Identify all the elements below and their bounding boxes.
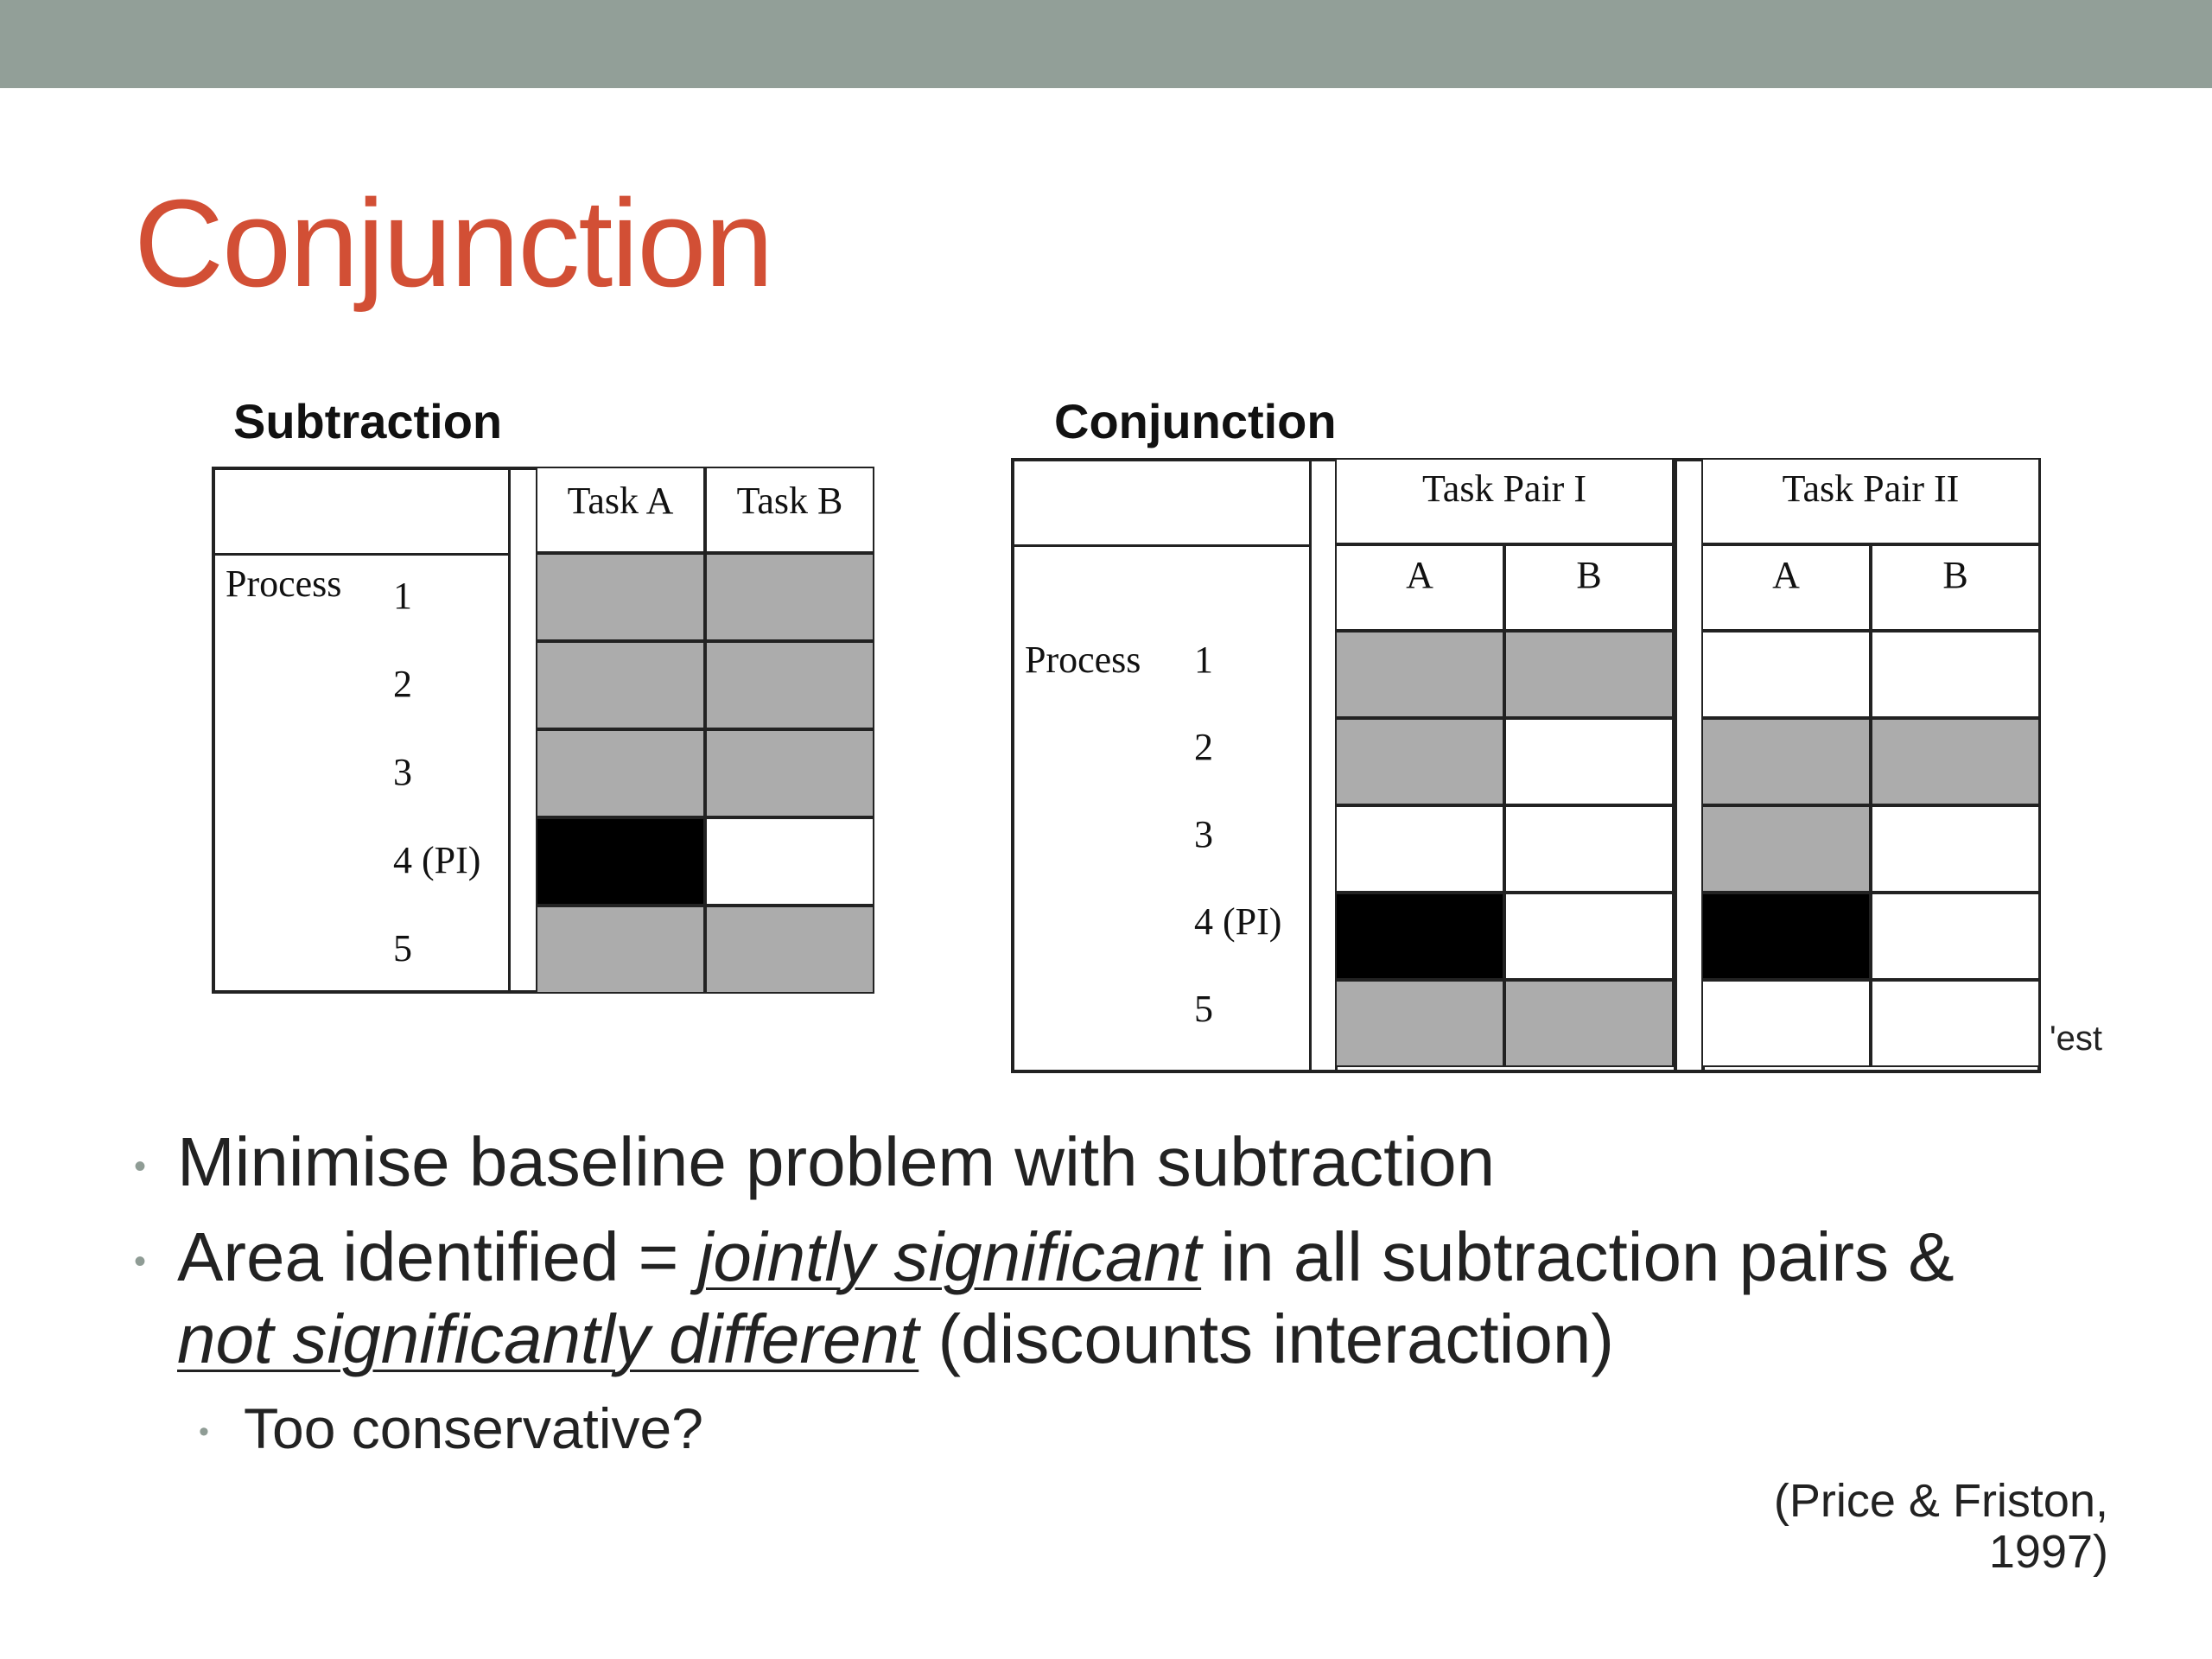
subtraction-row-label: 2 [393,663,412,705]
subtraction-cell-gray [536,641,705,729]
conjunction-cell-black [1701,893,1871,980]
conjunction-cell-gray [1701,805,1871,893]
subtraction-cell-gray [705,729,874,817]
subtraction-row-label: 5 [393,927,412,969]
conjunction-cell-white [1871,805,2040,893]
subtraction-col-header-label: Task A [567,480,674,522]
subtraction-process-label: Process [226,563,342,605]
conjunction-cell-black [1335,893,1504,980]
subtraction-cell-gray [705,906,874,994]
conjunction-row-label: 1 [1194,639,1213,681]
bullet-2-text: (discounts interaction) [918,1300,1615,1377]
conjunction-cell-white [1335,805,1504,893]
conjunction-cell-gray [1335,631,1504,718]
bullet-1: Minimise baseline problem with subtraction [177,1123,1496,1200]
subtraction-caption: Subtraction [233,394,503,448]
sub-bullet-marker: • [199,1415,209,1448]
conjunction-row-label: 5 [1194,988,1213,1030]
subtraction-row-label: 3 [393,751,412,793]
conjunction-cell-white [1871,893,2040,980]
bullet-2-line-1 [177,1218,1955,1295]
bullet-2-line-2 [177,1300,1615,1377]
conjunction-cell-white [1504,805,1674,893]
conjunction-cell-white [1871,631,2040,718]
conjunction-row-label: 4 (PI) [1194,900,1282,943]
citation-line-2: 1997) [1988,1526,2108,1579]
bullet-marker: • [134,1147,147,1185]
conjunction-sub-header-label: A [1406,554,1433,596]
subtraction-cell-gray [536,906,705,994]
clipped-text-fragment: 'est [2050,1020,2102,1058]
conjunction-cell-gray [1504,631,1674,718]
slide-title: Conjunction [134,174,772,313]
citation [1774,1476,2108,1579]
conjunction-caption: Conjunction [1054,394,1337,448]
conjunction-sub-header-label: B [1942,554,1968,596]
table-divider [1011,544,1309,547]
sub-bullet-1: Too conservative? [244,1396,703,1460]
conjunction-cell-white [1701,980,1871,1067]
subtraction-cell-gray [705,641,874,729]
conjunction-sub-header-label: B [1576,554,1602,596]
bullet-marker: • [134,1243,147,1281]
bullet-2-text: Area identified = [177,1218,698,1295]
conjunction-cell-white [1871,980,2040,1067]
subtraction-cell-gray [536,553,705,641]
subtraction-cell-black [536,817,705,906]
table-divider [1309,458,1312,1073]
conjunction-row-label: 2 [1194,726,1213,768]
conjunction-cell-gray [1504,980,1674,1067]
table-divider [212,553,508,556]
citation-line-1: (Price & Friston, [1773,1475,2108,1527]
table-divider [1674,458,1677,1073]
bullet-2-emphasis-jointly: jointly significant [697,1218,1202,1295]
conjunction-pair-header-label: Task Pair II [1782,467,1960,510]
conjunction-cell-white [1504,718,1674,805]
table-divider [508,467,511,994]
conjunction-cell-gray [1871,718,2040,805]
subtraction-row-label: 4 (PI) [393,839,481,881]
subtraction-cell-white [705,817,874,906]
conjunction-cell-gray [1335,980,1504,1067]
conjunction-sub-header-label: A [1772,554,1800,596]
subtraction-col-header-label: Task B [736,480,843,522]
bullet-2-text: in all subtraction pairs & [1201,1218,1955,1295]
bullet-2-emphasis-different: not significantly different [177,1300,919,1377]
conjunction-row-label: 3 [1194,813,1213,855]
conjunction-cell-white [1701,631,1871,718]
subtraction-cell-gray [705,553,874,641]
conjunction-pair-header-label: Task Pair I [1422,467,1586,510]
subtraction-cell-gray [536,729,705,817]
top-banner [0,0,2212,88]
conjunction-cell-gray [1701,718,1871,805]
subtraction-row-label: 1 [393,575,412,617]
conjunction-cell-white [1504,893,1674,980]
conjunction-cell-gray [1335,718,1504,805]
conjunction-process-label: Process [1025,639,1141,681]
